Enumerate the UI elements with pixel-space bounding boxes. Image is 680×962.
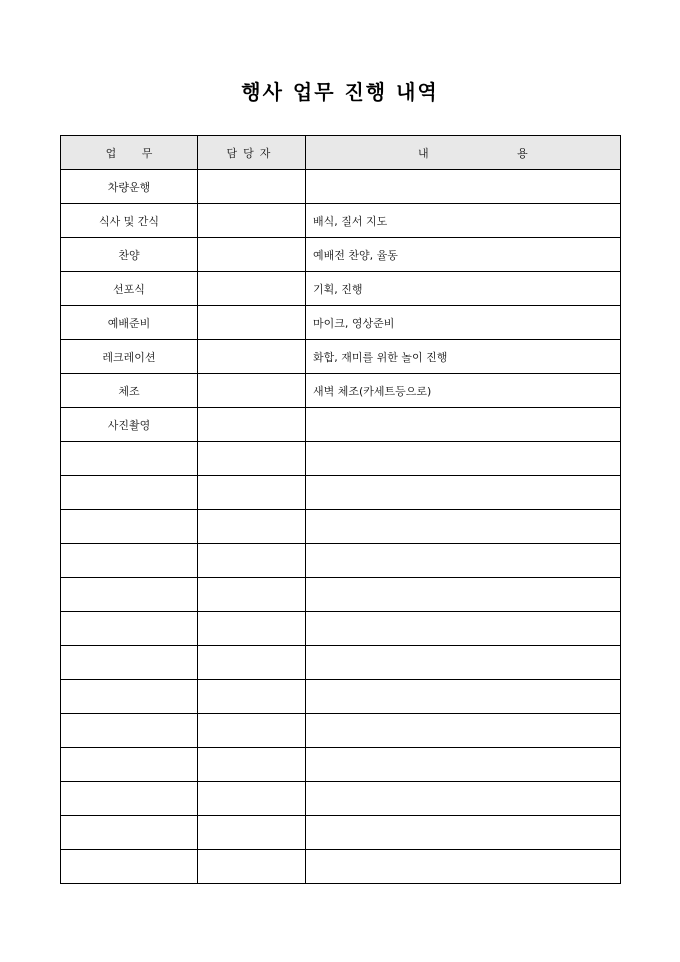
- content-cell: 배식, 질서 지도: [306, 204, 621, 238]
- owner-cell: [198, 680, 306, 714]
- owner-cell: [198, 646, 306, 680]
- table-row: [61, 850, 621, 884]
- content-cell: 화합, 재미를 위한 놀이 진행: [306, 340, 621, 374]
- table-header-row: [61, 136, 621, 170]
- content-cell: [306, 170, 621, 204]
- table-row: [61, 510, 621, 544]
- task-cell: [61, 612, 198, 646]
- table-row: [61, 646, 621, 680]
- owner-cell: [198, 204, 306, 238]
- table-row: [61, 544, 621, 578]
- content-cell: 마이크, 영상준비: [306, 306, 621, 340]
- owner-cell: [198, 238, 306, 272]
- task-cell: 찬양: [61, 238, 198, 272]
- task-cell: [61, 578, 198, 612]
- table-row: [61, 680, 621, 714]
- table-row: [61, 340, 621, 374]
- table-row: [61, 238, 621, 272]
- task-cell: [61, 748, 198, 782]
- content-cell: [306, 510, 621, 544]
- table-row: [61, 476, 621, 510]
- content-cell: [306, 714, 621, 748]
- table-row: [61, 408, 621, 442]
- task-table: [60, 135, 621, 884]
- content-cell: [306, 850, 621, 884]
- content-cell: [306, 646, 621, 680]
- table-row: [61, 170, 621, 204]
- task-cell: 체조: [61, 374, 198, 408]
- owner-cell: [198, 476, 306, 510]
- task-cell: [61, 850, 198, 884]
- owner-cell: [198, 374, 306, 408]
- task-cell: 차량운행: [61, 170, 198, 204]
- table-row: [61, 782, 621, 816]
- content-cell: [306, 680, 621, 714]
- task-cell: 예배준비: [61, 306, 198, 340]
- content-cell: 예배전 찬양, 율동: [306, 238, 621, 272]
- content-cell: [306, 782, 621, 816]
- owner-cell: [198, 170, 306, 204]
- header-content: [306, 136, 621, 170]
- task-cell: [61, 680, 198, 714]
- header-task: 업 무: [61, 136, 198, 170]
- owner-cell: [198, 748, 306, 782]
- owner-cell: [198, 408, 306, 442]
- table-row: [61, 714, 621, 748]
- task-cell: [61, 510, 198, 544]
- header-content-part-1: 내: [418, 146, 429, 160]
- owner-cell: [198, 782, 306, 816]
- table-row: [61, 816, 621, 850]
- table-row: [61, 442, 621, 476]
- content-cell: 기획, 진행: [306, 272, 621, 306]
- task-cell: [61, 544, 198, 578]
- content-cell: [306, 816, 621, 850]
- content-cell: [306, 476, 621, 510]
- owner-cell: [198, 612, 306, 646]
- owner-cell: [198, 714, 306, 748]
- owner-cell: [198, 340, 306, 374]
- owner-cell: [198, 850, 306, 884]
- task-cell: 사진촬영: [61, 408, 198, 442]
- task-cell: 식사 및 간식: [61, 204, 198, 238]
- table-row: [61, 612, 621, 646]
- task-cell: 선포식: [61, 272, 198, 306]
- content-cell: 새벽 체조(카세트등으로): [306, 374, 621, 408]
- task-cell: [61, 714, 198, 748]
- task-cell: [61, 476, 198, 510]
- table-body: [61, 170, 621, 884]
- table-row: [61, 306, 621, 340]
- header-content-part-2: 용: [517, 146, 528, 160]
- owner-cell: [198, 816, 306, 850]
- content-cell: [306, 442, 621, 476]
- owner-cell: [198, 510, 306, 544]
- content-cell: [306, 544, 621, 578]
- task-cell: 레크레이션: [61, 340, 198, 374]
- table-row: [61, 578, 621, 612]
- header-owner: 담당자: [198, 136, 306, 170]
- content-cell: [306, 578, 621, 612]
- task-cell: [61, 782, 198, 816]
- content-cell: [306, 408, 621, 442]
- owner-cell: [198, 578, 306, 612]
- task-cell: [61, 816, 198, 850]
- table-row: [61, 748, 621, 782]
- owner-cell: [198, 272, 306, 306]
- owner-cell: [198, 442, 306, 476]
- table-row: [61, 374, 621, 408]
- table-row: [61, 272, 621, 306]
- task-cell: [61, 442, 198, 476]
- owner-cell: [198, 306, 306, 340]
- table-row: [61, 204, 621, 238]
- page-title: 행사 업무 진행 내역: [241, 80, 439, 104]
- task-cell: [61, 646, 198, 680]
- content-cell: [306, 748, 621, 782]
- content-cell: [306, 612, 621, 646]
- owner-cell: [198, 544, 306, 578]
